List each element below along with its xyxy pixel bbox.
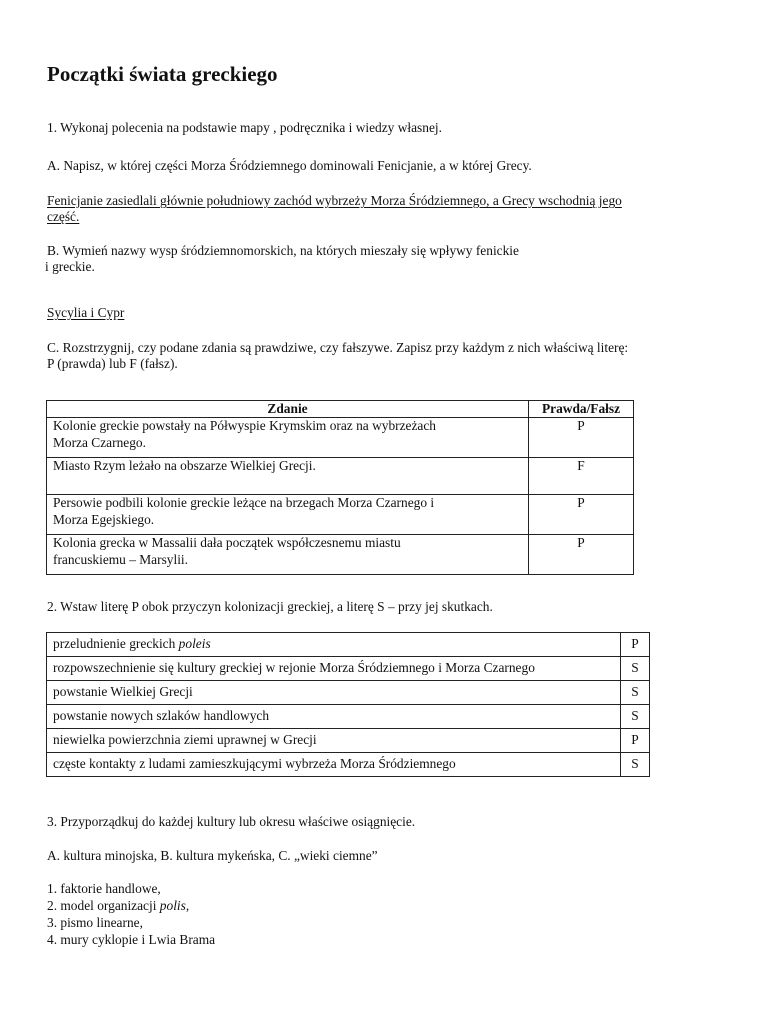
task1-b-question-line2: i greckie. [45, 259, 95, 274]
sentence-line: Morza Egejskiego. [53, 511, 155, 527]
cause-effect-cell [47, 705, 621, 729]
row-text: rozpowszechnienie się kultury greckiej w rejonie Morza Śródziemnego i Morza Czarnego [53, 660, 535, 676]
sentence-cell [47, 495, 529, 535]
task2-intro: 2. Wstaw literę P obok przyczyn kolonizacji greckiej, a literę S – przy jej skutkach. [47, 599, 493, 614]
answer-cell: P [621, 633, 650, 657]
task3-item-2 [47, 898, 189, 914]
answer-cell: S [621, 753, 650, 777]
row-text: niewielka powierzchnia ziemi uprawnej w Grecji [53, 732, 317, 748]
task3-item-1: 1. faktorie handlowe, [47, 881, 161, 896]
sentence-line: Kolonia grecka w Massalii dała początek współczesnemu miastu [53, 535, 401, 550]
row-text: powstanie nowych szlaków handlowych [53, 708, 270, 724]
task3-item-4: 4. mury cyklopie i Lwia Brama [47, 932, 216, 947]
answer-cell: P [529, 535, 634, 575]
item-text: 2. model organizacji [47, 898, 160, 913]
task3-cultures: A. kultura minojska, B. kultura mykeńska, C. „wieki ciemne” [47, 848, 378, 863]
answer-cell: F [529, 458, 634, 495]
sentence-line: Morza Czarnego. [53, 434, 146, 450]
sentence-line: Kolonie greckie powstały na Półwyspie Krymskim oraz na wybrzeżach [53, 418, 437, 433]
cause-effect-cell [47, 729, 621, 753]
item-text-italic: polis [159, 898, 186, 913]
cause-effect-cell [47, 681, 621, 705]
answer-cell: S [621, 705, 650, 729]
task1-a-question: A. Napisz, w której części Morza Śródziemnego dominowali Fenicjanie, a w której Grecy. [47, 158, 532, 173]
cause-effect-table [46, 632, 650, 777]
row-text: częste kontakty z ludami zamieszkującymi wybrzeża Morza Śródziemnego [53, 756, 456, 772]
table-row [47, 418, 634, 458]
sentence-line: francuskiemu – Marsylii. [53, 551, 188, 567]
header-true-false: Prawda/Fałsz [529, 401, 634, 418]
task1-b-question-line1: B. Wymień nazwy wysp śródziemnomorskich, na których mieszały się wpływy fenickie [47, 243, 519, 258]
answer-cell: S [621, 657, 650, 681]
table-row [47, 705, 650, 729]
table-row [47, 729, 650, 753]
table-row [47, 633, 650, 657]
task1-a-answer-line2: część. [47, 209, 80, 224]
truth-table [46, 400, 634, 575]
sentence-line: Persowie podbili kolonie greckie leżące na brzegach Morza Czarnego i [53, 495, 435, 510]
sentence-line: Miasto Rzym leżało na obszarze Wielkiej Grecji. [53, 458, 316, 473]
answer-cell: S [621, 681, 650, 705]
row-text: przeludnienie greckich [53, 636, 179, 652]
item-text: , [185, 898, 190, 913]
row-text-italic: poleis [178, 636, 211, 652]
sentence-cell [47, 458, 529, 495]
answer-cell: P [621, 729, 650, 753]
cause-effect-cell [47, 633, 621, 657]
sentence-cell [47, 418, 529, 458]
task1-b-answer: Sycylia i Cypr [47, 305, 125, 320]
truth-table-header [47, 401, 634, 418]
answer-cell: P [529, 418, 634, 458]
table-row [47, 657, 650, 681]
task1-a-answer-line1: Fenicjanie zasiedlali głównie południowy zachód wybrzeży Morza Śródziemnego, a Grecy wschodnią jego [47, 193, 622, 208]
task3-intro: 3. Przyporządkuj do każdej kultury lub okresu właściwe osiągnięcie. [47, 814, 416, 829]
cause-effect-cell [47, 753, 621, 777]
sentence-cell [47, 535, 529, 575]
table-row [47, 535, 634, 575]
page-title: Początki świata greckiego [47, 62, 278, 86]
answer-cell: P [529, 495, 634, 535]
table-row [47, 753, 650, 777]
table-row [47, 458, 634, 495]
row-text: powstanie Wielkiej Grecji [53, 684, 193, 700]
task3-item-3: 3. pismo linearne, [47, 915, 143, 930]
task1-c-question-line1: C. Rozstrzygnij, czy podane zdania są prawdziwe, czy fałszywe. Zapisz przy każdym z nich właściwą literę: [47, 340, 629, 355]
header-sentence: Zdanie [47, 401, 529, 418]
cause-effect-cell [47, 657, 621, 681]
table-row [47, 495, 634, 535]
task1-intro: 1. Wykonaj polecenia na podstawie mapy , podręcznika i wiedzy własnej. [47, 120, 442, 135]
table-row [47, 681, 650, 705]
task1-c-question-line2: P (prawda) lub F (fałsz). [47, 356, 178, 371]
